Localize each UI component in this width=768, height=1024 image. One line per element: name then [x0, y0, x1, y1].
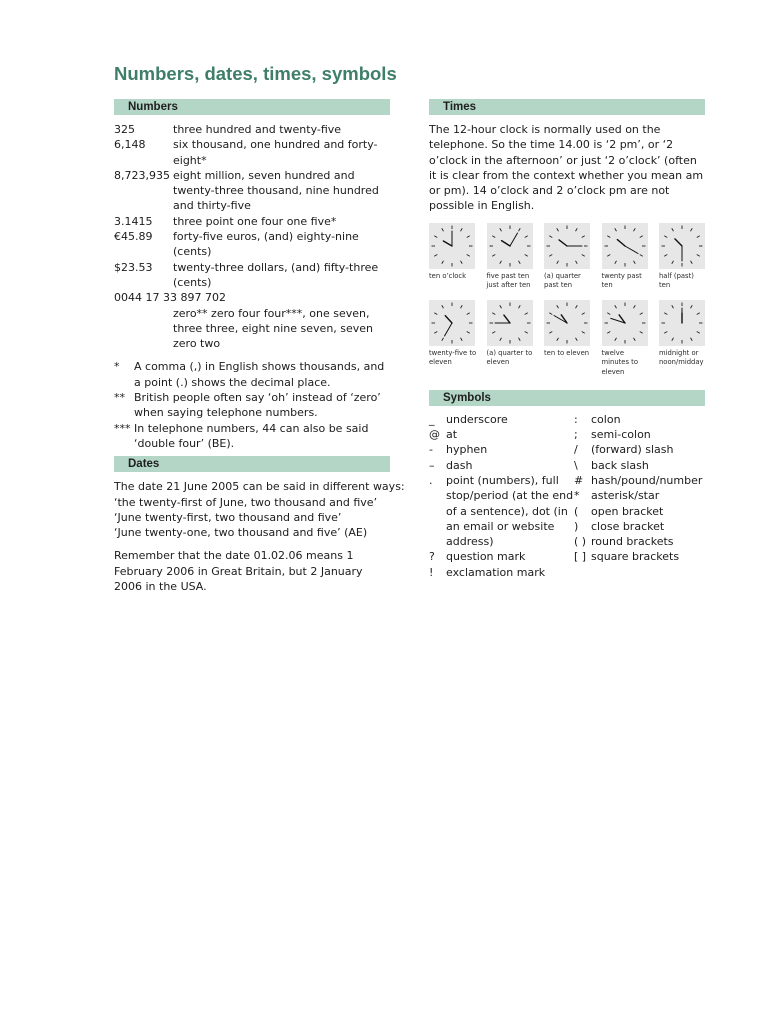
symbol-row — [574, 504, 702, 519]
clock-tick — [582, 254, 585, 256]
dates-remember: Remember that the date 01.02.06 means 1 February 2006 in Great Britain, but 2 January 2006 in the USA. — [114, 549, 363, 594]
symbol-char: [ ] — [574, 550, 587, 564]
clock-tick — [518, 305, 520, 308]
symbol-row — [574, 442, 702, 457]
clock-tick — [518, 228, 520, 231]
clock-hour-hand — [443, 241, 452, 246]
clock-tick — [664, 254, 667, 256]
clock-face-icon — [544, 223, 590, 269]
clock-cell — [429, 300, 477, 369]
number-value: 325 — [114, 123, 135, 136]
symbol-label: point (numbers), full stop/period (at the end of a sentence), dot (in an email or website address) — [446, 473, 574, 549]
number-value: 6,148 — [114, 138, 146, 152]
clock-tick — [672, 228, 674, 231]
number-value: 3.1415 — [114, 214, 153, 228]
clock-tick — [442, 261, 444, 264]
clock-cell — [487, 300, 535, 369]
clock-cell — [487, 223, 535, 292]
spacer — [114, 306, 173, 352]
clock-tick — [492, 313, 495, 315]
clock-tick — [614, 305, 616, 308]
clock-caption: (a) quarter to eleven — [486, 348, 533, 367]
clock-tick — [524, 313, 527, 315]
symbols-column-right — [574, 412, 702, 580]
clock-tick — [697, 254, 700, 256]
clock-grid — [429, 223, 705, 376]
symbols-heading: Symbols — [429, 390, 705, 406]
symbol-label: colon — [591, 412, 621, 426]
clock-cell — [659, 300, 707, 369]
symbol-row — [429, 458, 574, 473]
footnote-mark: ** — [114, 391, 125, 405]
clock-tick — [467, 236, 470, 238]
symbol-row — [429, 427, 574, 442]
symbol-row — [574, 412, 702, 427]
clock-tick — [614, 261, 616, 264]
symbol-char: _ — [429, 412, 435, 426]
symbol-char: : — [574, 412, 578, 426]
clock-tick — [461, 261, 463, 264]
clock-tick — [664, 236, 667, 238]
clock-face-icon — [487, 223, 533, 269]
clock-tick — [576, 338, 578, 341]
clock-tick — [691, 338, 693, 341]
symbol-label: (forward) slash — [591, 443, 674, 457]
clock-tick — [664, 331, 667, 333]
dates-heading: Dates — [114, 456, 390, 472]
symbol-char: ( ) — [574, 535, 587, 549]
clock-tick — [697, 331, 700, 333]
clock-cell — [602, 223, 650, 292]
clock-tick — [492, 331, 495, 333]
clock-tick — [467, 313, 470, 315]
clock-face-icon — [544, 300, 590, 346]
footnote — [114, 421, 390, 452]
clock-tick — [442, 305, 444, 308]
symbol-row — [429, 549, 574, 564]
clock-tick — [639, 236, 642, 238]
clock-tick — [434, 331, 437, 333]
clock-caption: twelve minutes to eleven — [601, 348, 638, 376]
symbol-label: hash/pound/number — [591, 473, 703, 487]
symbol-char: ; — [574, 428, 578, 442]
clock-tick — [549, 236, 552, 238]
number-words: twenty-three dollars, (and) fifty-three (cents) — [173, 260, 379, 289]
symbol-label: underscore — [446, 412, 508, 426]
clock-tick — [557, 338, 559, 341]
clock-tick — [672, 261, 674, 264]
symbol-char: ) — [574, 519, 579, 533]
symbol-row — [429, 473, 574, 549]
numbers-heading: Numbers — [114, 99, 390, 115]
number-row — [114, 260, 390, 291]
clock-face-icon — [602, 300, 648, 346]
number-value: 8,723,935 — [114, 168, 170, 182]
dates-line: ‘the twenty-first of June, two thousand and five’ — [114, 495, 378, 509]
symbol-char: – — [429, 458, 435, 472]
clock-hour-hand — [617, 239, 625, 245]
footnote — [114, 390, 390, 421]
clock-tick — [664, 313, 667, 315]
right-column — [429, 99, 705, 580]
clock-tick — [461, 338, 463, 341]
number-row — [114, 168, 390, 214]
symbol-char: # — [574, 473, 584, 487]
symbol-char: * — [574, 489, 580, 503]
clock-tick — [639, 313, 642, 315]
symbol-row — [574, 458, 702, 473]
dates-line: ‘June twenty-first, two thousand and five’ — [114, 510, 342, 524]
symbol-label: dash — [446, 458, 473, 472]
symbol-label: asterisk/star — [591, 489, 660, 503]
symbol-label: round brackets — [591, 535, 674, 549]
clock-cell — [601, 300, 650, 376]
clock-caption: (a) quarter past ten — [544, 271, 581, 290]
symbol-label: open bracket — [591, 504, 664, 518]
clock-tick — [633, 228, 635, 231]
symbol-char: - — [429, 443, 433, 457]
symbol-char: ! — [429, 565, 434, 579]
number-words: three point one four one five* — [173, 214, 337, 228]
clock-tick — [467, 331, 470, 333]
symbol-char: @ — [429, 428, 440, 442]
clock-tick — [434, 236, 437, 238]
dates-examples — [114, 479, 405, 540]
clock-tick — [518, 338, 520, 341]
clock-tick — [576, 305, 578, 308]
left-column — [114, 99, 405, 594]
clock-face-icon — [659, 300, 705, 346]
clock-hour-hand — [559, 240, 567, 246]
clock-caption: midnight or noon/midday — [659, 348, 704, 367]
clock-hour-hand — [445, 315, 452, 322]
clock-tick — [499, 261, 501, 264]
clock-tick — [557, 261, 559, 264]
clock-caption: ten to eleven — [544, 348, 590, 357]
clock-tick — [549, 331, 552, 333]
number-value: €45.89 — [114, 230, 153, 244]
clock-tick — [633, 338, 635, 341]
symbol-label: question mark — [446, 550, 526, 564]
clock-face-icon — [602, 223, 648, 269]
clock-tick — [672, 338, 674, 341]
symbol-row — [574, 549, 702, 564]
clock-minute-hand — [625, 246, 638, 254]
number-row — [114, 214, 390, 229]
symbol-char: / — [574, 443, 578, 457]
symbol-label: square brackets — [591, 550, 680, 564]
symbol-row — [429, 442, 574, 457]
number-words: eight million, seven hundred and twenty-three thousand, nine hundred and thirty-five — [173, 168, 379, 213]
symbol-label: semi-colon — [591, 428, 651, 442]
clock-tick — [633, 261, 635, 264]
clock-caption: twenty past ten — [601, 271, 642, 290]
symbol-char: . — [429, 473, 433, 487]
phone-number-row — [114, 306, 390, 352]
clock-hour-hand — [675, 239, 682, 246]
clock-tick — [672, 305, 674, 308]
symbol-label: exclamation mark — [446, 565, 546, 579]
clock-caption: half (past) ten — [659, 271, 694, 290]
clock-tick — [691, 305, 693, 308]
clock-tick — [697, 313, 700, 315]
clock-tick — [607, 254, 610, 256]
clock-tick — [499, 338, 501, 341]
clock-tick — [607, 236, 610, 238]
clock-tick — [524, 236, 527, 238]
footnote-mark: *** — [114, 421, 131, 435]
footnote-text: A comma (,) in English shows thousands, and a point (.) shows the decimal place. — [134, 360, 385, 389]
clock-tick — [691, 261, 693, 264]
page-title: Numbers, dates, times, symbols — [114, 63, 397, 84]
clock-hour-hand — [503, 315, 509, 323]
symbol-char: ( — [574, 504, 579, 518]
number-row — [114, 137, 390, 168]
symbol-label: hyphen — [446, 443, 488, 457]
symbol-row — [574, 473, 702, 488]
symbol-label: close bracket — [591, 519, 665, 533]
clock-tick — [549, 254, 552, 256]
clock-tick — [633, 305, 635, 308]
times-heading: Times — [429, 99, 705, 115]
symbol-label: back slash — [591, 458, 649, 472]
number-words: forty-five euros, (and) eighty-nine (cents) — [173, 230, 359, 259]
clock-tick — [549, 313, 552, 315]
symbol-char: ? — [429, 550, 435, 564]
clock-tick — [442, 228, 444, 231]
clock-hour-hand — [501, 240, 509, 245]
clock-tick — [442, 338, 444, 341]
symbol-row — [574, 427, 702, 442]
footnote-mark: * — [114, 360, 120, 374]
symbol-label: at — [446, 428, 458, 442]
clock-tick — [607, 331, 610, 333]
clock-tick — [576, 261, 578, 264]
clock-tick — [697, 236, 700, 238]
clock-tick — [607, 313, 610, 315]
clock-face-icon — [487, 300, 533, 346]
clock-face-icon — [659, 223, 705, 269]
clock-tick — [582, 331, 585, 333]
clock-tick — [461, 228, 463, 231]
symbol-row — [429, 565, 574, 580]
clock-tick — [524, 254, 527, 256]
clock-tick — [582, 236, 585, 238]
symbol-char: \ — [574, 458, 578, 472]
clock-tick — [461, 305, 463, 308]
clock-face-icon — [429, 223, 475, 269]
clock-tick — [518, 261, 520, 264]
clock-minute-hand — [510, 233, 518, 246]
dates-line: ‘June twenty-one, two thousand and five’ (AE) — [114, 526, 368, 540]
symbol-row — [429, 412, 574, 427]
dates-line: The date 21 June 2005 can be said in different ways: — [114, 480, 405, 494]
clock-tick — [639, 254, 642, 256]
clock-cell — [544, 223, 592, 292]
number-words: three hundred and twenty-five — [173, 123, 342, 136]
clock-tick — [499, 305, 501, 308]
footnote-text: British people often say ‘oh’ instead of ‘zero’ when saying telephone numbers. — [134, 391, 381, 420]
symbol-row — [574, 488, 702, 503]
clock-tick — [467, 254, 470, 256]
number-words: six thousand, one hundred and forty-eight* — [173, 138, 378, 167]
clock-cell — [659, 223, 707, 292]
clock-tick — [434, 313, 437, 315]
clock-tick — [576, 228, 578, 231]
clock-tick — [524, 331, 527, 333]
phone-number-value: 0044 17 33 897 702 — [114, 291, 226, 305]
clock-caption: ten o’clock — [429, 271, 467, 280]
clock-tick — [614, 338, 616, 341]
symbol-row — [574, 519, 702, 534]
dates-section — [114, 456, 405, 594]
clock-caption: twenty-five to eleven — [429, 348, 477, 367]
footnotes — [114, 359, 390, 451]
symbols-section — [429, 390, 705, 580]
symbol-row — [574, 534, 702, 549]
clock-cell — [429, 223, 477, 292]
clock-tick — [499, 228, 501, 231]
clock-cell — [544, 300, 592, 369]
clock-tick — [492, 236, 495, 238]
clock-caption: five past ten just after ten — [486, 271, 531, 290]
clock-tick — [614, 228, 616, 231]
clock-tick — [557, 228, 559, 231]
clock-tick — [492, 254, 495, 256]
numbers-list — [114, 122, 390, 351]
clock-tick — [434, 254, 437, 256]
clock-face-icon — [429, 300, 475, 346]
footnote-text: In telephone numbers, 44 can also be said ‘double four’ (BE). — [134, 421, 369, 450]
clock-tick — [557, 305, 559, 308]
clock-minute-hand — [445, 323, 453, 336]
dates-body — [114, 479, 405, 594]
clock-tick — [582, 313, 585, 315]
symbols-table — [429, 412, 705, 580]
number-row — [114, 122, 390, 137]
phone-number-words: zero** zero four four***, one seven, three three, eight nine seven, seven zero two — [173, 306, 374, 351]
footnote — [114, 359, 390, 390]
number-value: $23.53 — [114, 260, 153, 274]
number-row — [114, 229, 390, 260]
clock-tick — [639, 331, 642, 333]
clock-tick — [691, 228, 693, 231]
symbols-column-left — [429, 412, 574, 580]
times-body: The 12-hour clock is normally used on the telephone. So the time 14.00 is ‘2 pm’, or ‘2 o’clock in the afternoon’ or just ‘2 o’clock’ (often it is clear from the context whether you mean am or pm). 14 o’clock and 2 o’clock pm are not possible in English. — [429, 123, 704, 213]
